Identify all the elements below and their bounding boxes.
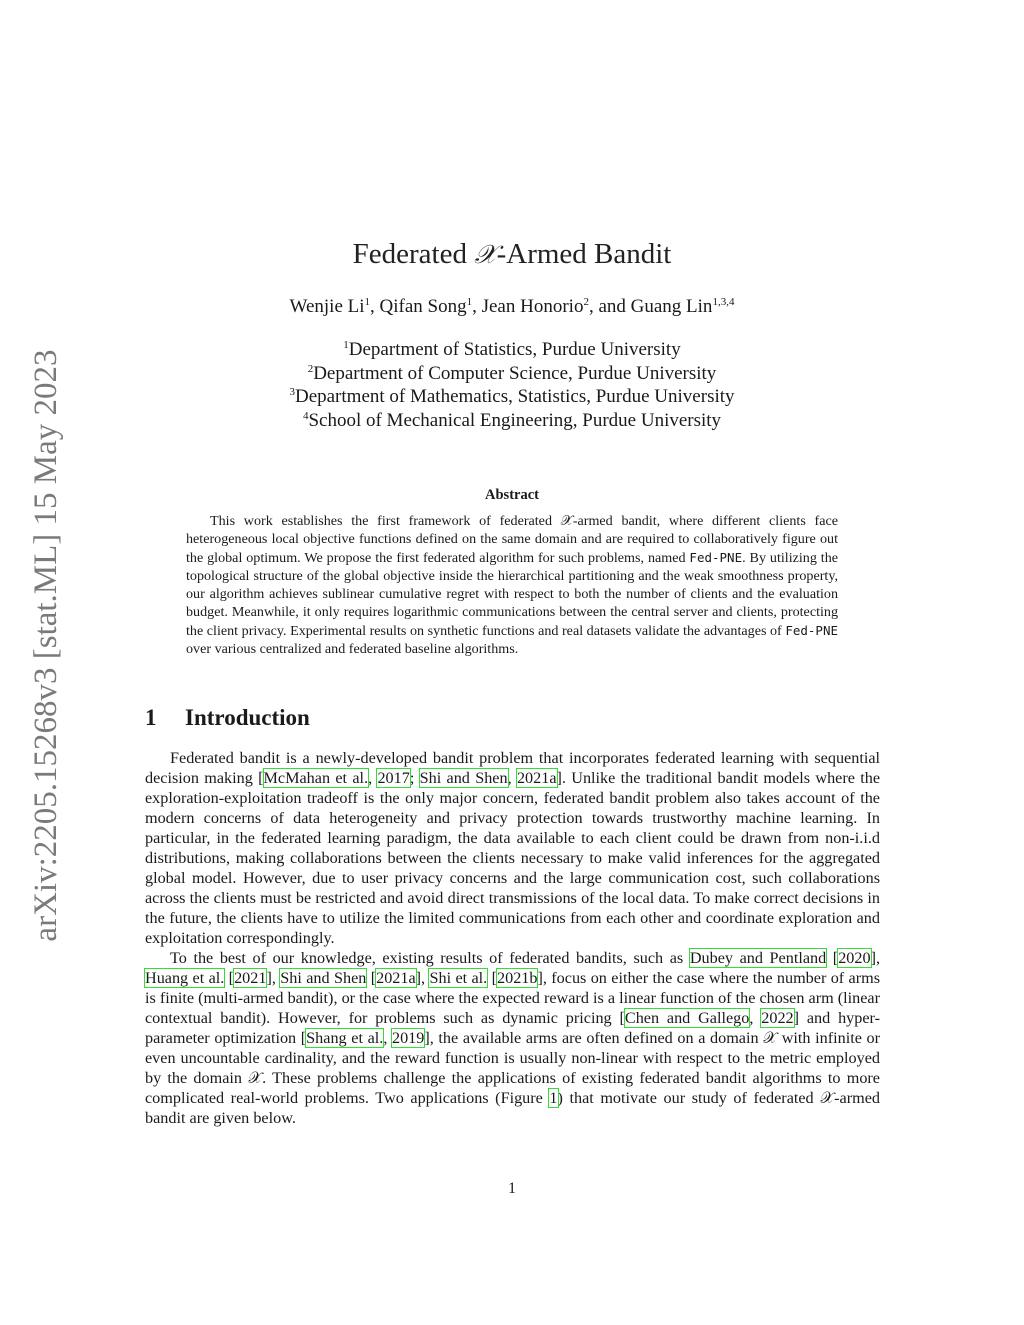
- citation-link[interactable]: 2020: [838, 949, 871, 967]
- affiliation-mark: 3: [289, 386, 295, 398]
- paper-title: [0, 238, 1024, 271]
- author-name: Wenjie Li: [289, 296, 365, 317]
- citation-link[interactable]: 2021: [234, 969, 267, 987]
- intro-text: To the best of our knowledge, existing results of federated bandits, such as: [170, 949, 690, 967]
- title-symbol: 𝒳: [474, 240, 497, 270]
- intro-text: ],: [415, 969, 430, 987]
- author-affil-mark: 2: [583, 296, 589, 308]
- affiliation-text: Department of Computer Science, Purdue University: [313, 362, 717, 384]
- intro-text: [: [224, 969, 235, 987]
- affiliation-line: [0, 385, 1024, 409]
- abstract-text: over various centralized and federated baseline algorithms.: [186, 641, 519, 658]
- author-separator: , and: [588, 296, 631, 317]
- abstract-text: This work establishes the first framework of federated 𝒳-armed bandit, where different clients face heterogeneous local objective functions defined on the same domain and are required to collaboratively figure out the global optimum. We propose the first federated algorithm for such problems, named: [186, 513, 838, 566]
- algorithm-name: Fed-PNE: [785, 622, 838, 638]
- intro-text: ) that motivate our study of federated 𝒳-armed bandit are given below.: [145, 1089, 880, 1127]
- introduction-body: [145, 748, 880, 1128]
- affiliation-text: Department of Statistics, Purdue University: [348, 339, 681, 360]
- intro-text: ], the available arms are often defined on a domain 𝒳 with infinite or even uncountable cardinality, and the reward function is usually non-linear with respect to the metric employed by the domain 𝒳. These problems challenge the applications of existing federated bandit algorithms to more complicated real-world problems. Two applications (Figure: [145, 1029, 880, 1107]
- author-affil-mark: 1: [364, 296, 371, 308]
- citation-link[interactable]: 2021b: [497, 969, 538, 987]
- arxiv-identifier: arXiv:2205.15268v3 [stat.ML] 15 May 2023: [28, 349, 64, 942]
- title-before: Federated: [352, 238, 475, 270]
- citation-link[interactable]: McMahan et al.: [263, 769, 369, 787]
- section-number: 1: [145, 705, 157, 730]
- citation-link[interactable]: Dubey and Pentland: [689, 949, 827, 967]
- citation-link[interactable]: 2021a: [376, 969, 416, 987]
- intro-text: ]. Unlike the traditional bandit models where the exploration-exploitation tradeoff is the only major concern, federated bandit problem also takes account of the modern concerns of data heterogeneity and privacy protection towards trustworthy machine learning. In particular, in the federated learning paradigm, the data available to each client could be drawn from non-i.i.d distributions, making collaborations between the clients necessary to make valid inferences for the aggregated global model. However, due to user privacy concerns and the large communication cost, such collaborations across the clients must be restricted and avoid direct transmissions of the local data. To make correct decisions in the future, the clients have to utilize the limited communications from each other and coordinate exploration and exploitation correspondingly.: [145, 769, 881, 947]
- intro-text: [: [487, 969, 497, 987]
- affiliation-text: Department of Mathematics, Statistics, Purdue University: [294, 386, 735, 407]
- author-affil-mark: 1: [466, 296, 473, 308]
- intro-text: [: [826, 949, 839, 967]
- affiliation-line: [0, 409, 1024, 433]
- citation-link[interactable]: Shi et al.: [429, 969, 488, 987]
- intro-text: [: [366, 969, 377, 987]
- intro-text: ,: [383, 1029, 392, 1047]
- intro-text: ;: [409, 769, 420, 787]
- abstract-heading: Abstract: [485, 487, 539, 503]
- intro-text: ,: [368, 769, 378, 787]
- intro-text: ] and hyper-parameter optimization [: [145, 1009, 880, 1047]
- section-title: Introduction: [185, 705, 310, 730]
- title-after: -Armed Bandit: [496, 238, 672, 270]
- affiliation-mark: 2: [307, 362, 314, 375]
- citation-link[interactable]: Chen and Gallego: [624, 1009, 750, 1027]
- author-name: Guang Lin: [630, 296, 713, 317]
- author-name: Jean Honorio: [481, 296, 584, 317]
- citation-link[interactable]: 2019: [391, 1029, 425, 1047]
- affiliation-line: [0, 362, 1024, 386]
- intro-text: Federated bandit is a newly-developed bandit problem that incorporates federated learning with sequential decision making [: [145, 749, 880, 787]
- abstract-text: . By utilizing the topological structure of the global objective inside the hierarchical partitioning and the weak smoothness property, our algorithm achieves sublinear cumulative regret with respect to both the number of clients and the evaluation budget. Meanwhile, it only requires logarithmic communications between the central server and clients, protecting the client privacy. Experimental results on synthetic functions and real datasets validate the advantages of: [186, 549, 838, 639]
- citation-link[interactable]: Shi and Shen: [419, 769, 508, 787]
- citation-link[interactable]: Huang et al.: [145, 969, 225, 987]
- section-heading: [145, 705, 310, 731]
- citation-link[interactable]: Shang et al.: [306, 1029, 384, 1047]
- citation-link[interactable]: Shi and Shen: [280, 969, 367, 987]
- citation-link[interactable]: 2017: [377, 769, 410, 787]
- intro-text: ], focus on either the case where the number of arms is finite (multi-armed bandit), or the case where the expected reward is a linear function of the chosen arm (linear contextual bandit). However, for problems such as dynamic pricing [: [145, 969, 881, 1027]
- author-separator: ,: [472, 296, 482, 317]
- page-number: 1: [508, 1180, 516, 1197]
- intro-text: ,: [507, 769, 517, 787]
- citation-link[interactable]: 2022: [761, 1009, 794, 1027]
- affiliation-text: School of Mechanical Engineering, Purdue University: [308, 409, 722, 431]
- citation-link[interactable]: 2021a: [516, 769, 557, 787]
- algorithm-name: Fed-PNE: [689, 549, 743, 565]
- abstract-paragraph: [186, 512, 838, 658]
- affiliation-line: [0, 338, 1024, 362]
- author-separator: ,: [370, 296, 380, 317]
- author-affil-mark: 1,3,4: [712, 296, 735, 308]
- author-name: Qifan Song: [379, 296, 467, 317]
- intro-paragraph: [145, 748, 880, 948]
- intro-text: ],: [266, 969, 281, 987]
- intro-text: ,: [749, 1009, 762, 1027]
- author-list: [0, 296, 1024, 318]
- affiliation-mark: 1: [343, 339, 349, 351]
- abstract-body: [186, 512, 838, 658]
- affiliation-mark: 4: [302, 409, 309, 422]
- intro-paragraph: [145, 948, 880, 1128]
- intro-text: ],: [870, 949, 881, 967]
- figure-reference-link[interactable]: 1: [549, 1089, 558, 1107]
- affiliation-list: [0, 338, 1024, 432]
